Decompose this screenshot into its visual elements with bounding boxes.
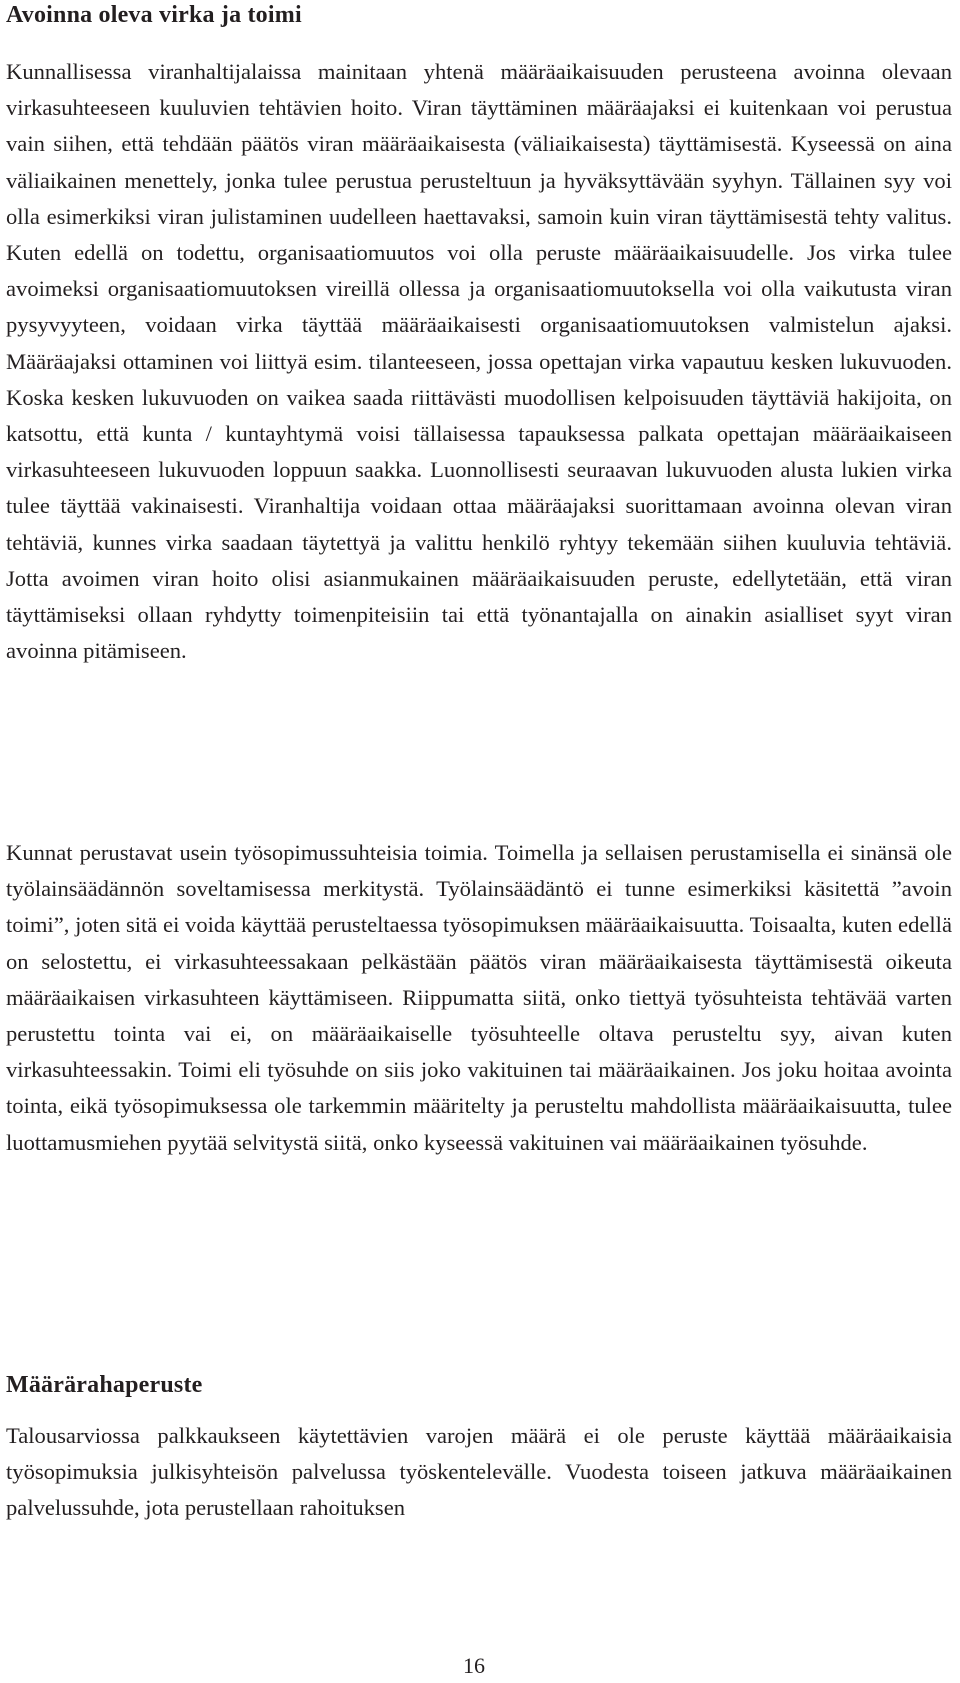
body-paragraph: Talousarviossa palkkaukseen käytettävien varojen määrä ei ole peruste käyttää määräaikaisia työsopimuksia julkisyhteisön palvelussa työskentelevälle. Vuodesta toiseen jatkuva määräaikainen palvelussuhde, jota perustellaan rahoituksen — [6, 1423, 952, 1521]
page-number: 16 — [463, 1653, 485, 1678]
body-paragraph: Kunnat perustavat usein työsopimussuhteisia toimia. Toimella ja sellaisen perustamisella ei sinänsä ole työlainsäädännön soveltamisessa merkitystä. Työlainsäädäntö ei tunne esimerkiksi käsitettä ”avoin toimi”, joten sitä ei voida käyttää perusteltaessa työsopimuksen määräaikaisuutta. Toisaalta, kuten edellä on selostettu, ei virkasuhteessakaan pelkästään päätös viran määräaikaisesta täyttämisestä oikeuta määräaikaisen virkasuhteen käyttämiseen. Riippumatta siitä, onko tiettyä työsuhteista tehtävää varten perustettu tointa vai ei, on määräaikaiselle työsuhteelle oltava perusteltu syy, aivan kuten virkasuhteessakin. Toimi eli työsuhde on siis joko vakituinen tai määräaikainen. Jos joku hoitaa avointa tointa, eikä työsopimuksessa ole tarkemmin määritelty ja perusteltu mahdollista määräaikaisuutta, tulee luottamusmiehen pyytää selvitystä siitä, onko kyseessä vakituinen vai määräaikainen työsuhde. — [6, 840, 952, 1155]
section-heading: Määrärahaperuste — [6, 1372, 203, 1398]
body-paragraph: Kunnallisessa viranhaltijalaissa mainitaan yhtenä määräaikaisuuden perusteena avoinna olevaan virkasuhteeseen kuuluvien tehtävien hoito. Viran täyttäminen määräajaksi ei kuitenkaan voi perustua vain siihen, että tehdään päätös viran määräaikaisesta (väliaikaisesta) täyttämisestä. Kyseessä on aina väliaikainen menettely, jonka tulee perustua perusteltuun ja hyväksyttävään syyhyn. Tällainen syy voi olla esimerkiksi viran julistaminen uudelleen haettavaksi, samoin kuin viran täyttämisestä tehty valitus. Kuten edellä on todettu, organisaatiomuutos voi olla peruste määräaikaisuudelle. Jos virka tulee avoimeksi organisaatiomuutoksen vireillä ollessa ja organisaatiomuutoksella voi olla vaikutusta viran pysyvyyteen, voidaan virka täyttää määräaikaisesti organisaatiomuutoksen valmistelun ajaksi. Määräajaksi ottaminen voi liittyä esim. tilanteeseen, jossa opettajan virka vapautuu kesken lukuvuoden. Koska kesken lukuvuoden on vaikea saada riittävästi muodollisen kelpoisuuden täyttäviä hakijoita, on katsottu, että kunta / kuntayhtymä voisi tällaisessa tapauksessa palkata opettajan määräaikaiseen virkasuhteeseen lukuvuoden loppuun saakka. Luonnollisesti seuraavan lukuvuoden alusta lukien virka tulee täyttää vakinaisesti. Viranhaltija voidaan ottaa määräajaksi suorittamaan avoinna olevan viran tehtäviä, kunnes virka saadaan täytettyä ja valittu henkilö ryhtyy tekemään siihen kuuluvia tehtäviä. Jotta avoimen viran hoito olisi asianmukainen määräaikaisuuden peruste, edellytetään, että viran täyttämiseksi ollaan ryhdytty toimenpiteisiin tai että työnantajalla on ainakin asialliset syyt viran avoinna pitämiseen. — [6, 59, 952, 664]
section-heading: Avoinna oleva virka ja toimi — [6, 2, 302, 28]
